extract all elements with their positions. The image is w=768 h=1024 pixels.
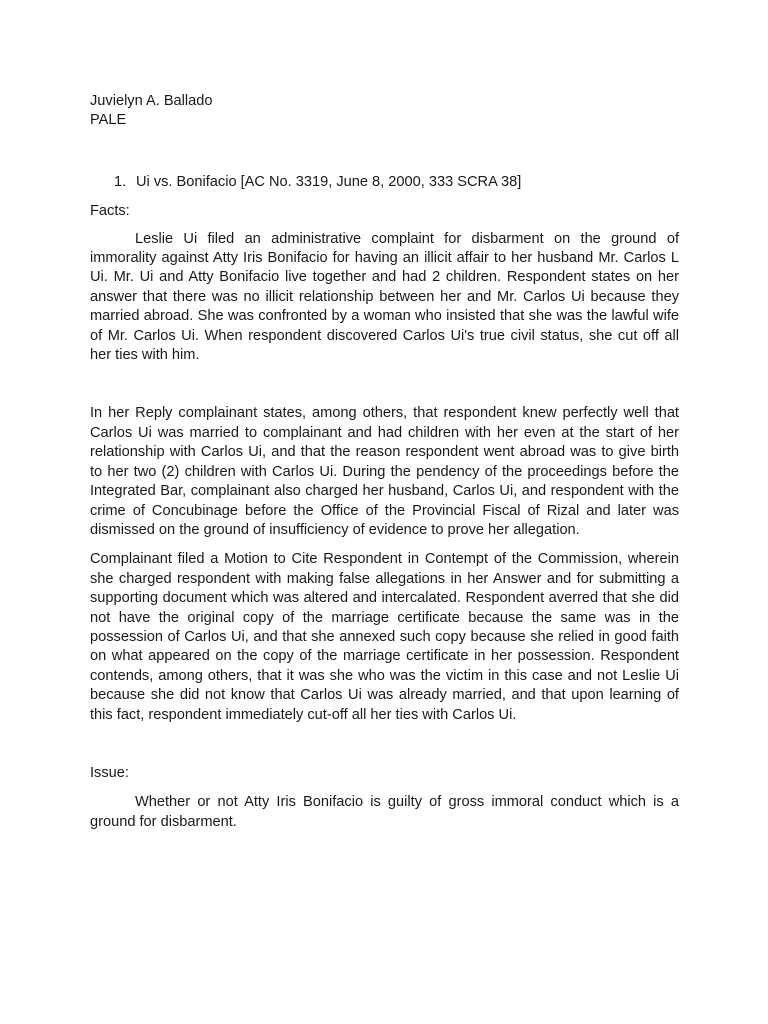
document-body bbox=[90, 92, 679, 832]
issue-text: Whether or not Atty Iris Bonifacio is guilty of gross immoral conduct which is a ground for disbarment. bbox=[90, 794, 679, 830]
case-title: Ui vs. Bonifacio [AC No. 3319, June 8, 2000, 333 SCRA 38] bbox=[136, 173, 522, 190]
facts-paragraph-3: Complainant filed a Motion to Cite Respondent in Contempt of the Commission, wherein she charged respondent with making false allegations in her Answer and for submitting a supporting document which was altered and intercalated. Respondent averred that she did not have the original copy of the marriage certificate because the same was in the possession of Carlos Ui, and that she annexed such copy because she relied in good faith on what appeared on the copy of the marriage certificate in her possession. Respondent contends, among others, that it was she who was the victim in this case and not Leslie Ui because she did not know that Carlos Ui was already married, and that upon learning of this fact, respondent immediately cut-off all her ties with Carlos Ui. bbox=[90, 551, 679, 723]
facts-paragraph-1: Leslie Ui filed an administrative complaint for disbarment on the ground of immorality against Atty Iris Bonifacio for having an illicit affair to her husband Mr. Carlos L Ui. Mr. Ui and Atty Bonifacio live together and had 2 children. Respondent states on her answer that there was no illicit relationship between her and Mr. Carlos Ui because they married abroad. She was confronted by a woman who insisted that she was the lawful wife of Mr. Carlos Ui. When respondent discovered Carlos Ui's true civil status, she cut off all her ties with him. bbox=[90, 230, 679, 364]
facts-label: Facts: bbox=[90, 203, 130, 220]
facts-paragraph-2: In her Reply complainant states, among others, that respondent knew perfectly well that Carlos Ui was married to complainant and had children with her even at the start of her relationship with Carlos Ui, and that the reason respondent went abroad was to give birth to her two (2) children with Carlos Ui. During the pendency of the proceedings before the Integrated Bar, complainant also charged her husband, Carlos Ui, and respondent with the crime of Concubinage before the Office of the Provincial Fiscal of Rizal and later was dismissed on the ground of insufficiency of evidence to prove her allegation. bbox=[90, 405, 679, 538]
author-name: Juvielyn A. Ballado bbox=[90, 93, 213, 109]
course-name: PALE bbox=[90, 112, 127, 129]
issue-label: Issue: bbox=[90, 764, 129, 781]
case-number: 1. bbox=[114, 173, 127, 190]
case-heading bbox=[114, 173, 679, 192]
